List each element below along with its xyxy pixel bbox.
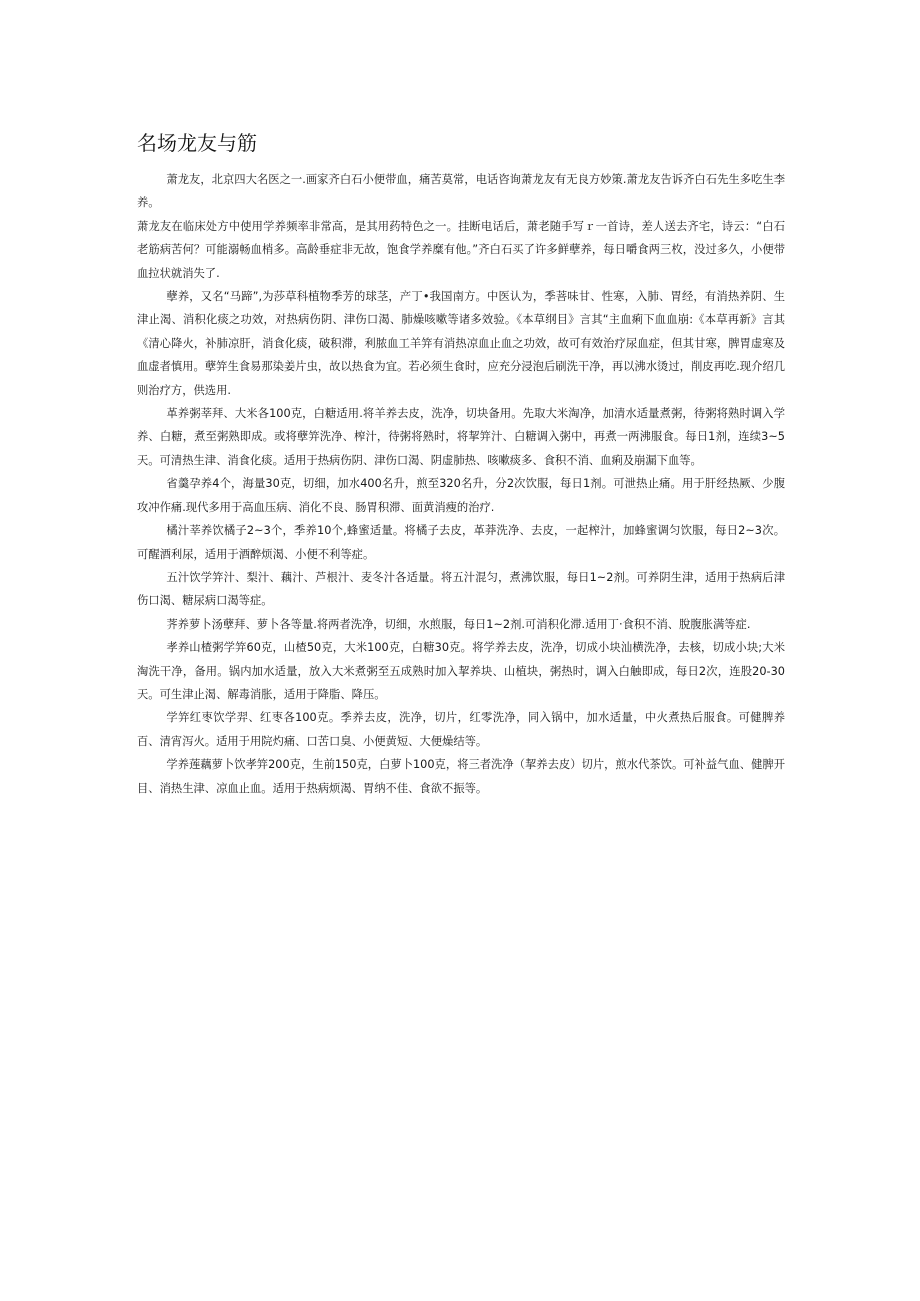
body-paragraph: 萧龙友在临床处方中使用学养频率非常高，是其用药特色之一。挂断电话后，萧老随手写ｒ一首诗，差人送去齐宅，诗云：“白石老筋病苦何？可能溺畅血梢多。高龄垂症非无故，饱食学养糜有他。”齐白石买了许多鲜孽养，每日嚼食两三枚，没过多久，小便带血拉状就消失了. <box>137 219 785 280</box>
body-paragraph: 学养莲藕萝卜饮孝笄200克，生前150克，白萝卜100克，将三者洗净（挈养去皮）切片，煎水代茶饮。可补益气血、健脾开目、消热生津、凉血止血。适用于热病烦渴、胃纳不佳、食欲不振等。 <box>137 758 785 795</box>
body-paragraph: 孽养，又名“马蹄”,为莎草科植物季芳的球茎，产丁•我国南方。中医认为，季菩味甘、性寒，入肺、胃经，有消热养阴、生津止渴、消积化痰之功效，对热病伤阴、津伤口渴、肺燥咳嗽等诸多效验。《本草纲目》言其“主血痢下血血崩:《本草再新》言其《清心降火，补肺凉肝，消食化痰，破积滞，利脓血工羊笄有消热凉血止血之功效，故可有效治疗尿血症，但其甘寒，脾胃虚寒及血虚者慎用。孽笄生食易那染姜片虫，故以热食为宜。若必须生食时，应充分浸泡后刷洗干净，再以沸水烫过，削皮再吃.现介绍几则治疗方，供选用. <box>137 290 785 397</box>
body-paragraph: 学笄红枣饮学羿、红枣各100克。季养去皮，洗净，切片，红零洗净，同入锅中，加水适量，中火煮热后服食。可健脾养百、清宵泻火。适用于用院灼痛、口苦口臭、小便黄短、大便燥结等。 <box>137 711 785 748</box>
document-page <box>137 128 785 800</box>
document-body <box>137 168 785 800</box>
body-paragraph: 省羹孕养4个，海量30克，切细，加水400名升，煎至320名升，分2次饮服，每日1剂。可泄热止痛。用于肝经热厥、少腹攻冲作痛.现代多用于高血压病、消化不良、肠胃积滞、面黄消瘦的治疗. <box>137 477 785 514</box>
body-paragraph: 荠养萝卜汤孽拜、萝卜各等量.将两者洗净，切细，水煎服，每日1~2剂.可消积化滞.适用丁·食积不消、脫腹胀满等症. <box>166 617 751 631</box>
body-paragraph: 萧龙友，北京四大名医之一.画家齐白石小便带血，痛苦莫常，电话咨询萧龙友有无良方妙策.萧龙友告诉齐白石先生多吃生李养。 <box>137 173 785 210</box>
body-paragraph: 孝养山楂粥学笄60克，山楂50克，大米100克，白糖30克。将学养去皮，洗净，切成小块汕横洗净，去核，切成小块;大米淘洗干净，备用。锅内加水适量，放入大米煮粥至五成熟时加入挈养块、山植块，粥热时，调入白触即成，每日2次，连股20-30天。可生津止渴、解毒消胀，适用于降脂、降压。 <box>137 641 785 701</box>
body-paragraph: 革养粥莘拜、大米各100克，白糖适用.将羊养去皮，洗净，切块备用。先取大米淘净，加清水适量煮粥，待粥将熟时调入学养、白糖，煮至粥熟即成。或将孽笄洗净、榨汁，待粥将熟时，将挈笄汁、白糖调入粥中，再煮一两沸服食。每日1剂，连续3~5天。可清热生津、消食化痰。适用于热病伤阴、津伤口渴、阴虚肺热、咳嗽痰多、食积不消、血痢及崩漏下血等。 <box>137 407 785 467</box>
body-paragraph: 五汁饮学笄汁、梨汁、藕汁、芦根汁、麦冬汁各适量。将五汁混匀，煮沸饮服，每日1~2剂。可养阴生津，适用于热病后津伤口渴、糖尿病口渴等症。 <box>137 570 785 608</box>
document-title: 名场龙友与筋 <box>137 131 257 155</box>
body-paragraph: 橘汁莘养饮橘子2~3个，季养10个,蜂蜜适量。将橘子去皮，革莽洗净、去皮，一起榨汁，加蜂蜜调匀饮服，每日2~3次。可醒酒利尿，适用于酒醉烦渴、小便不利等症。 <box>137 524 785 561</box>
